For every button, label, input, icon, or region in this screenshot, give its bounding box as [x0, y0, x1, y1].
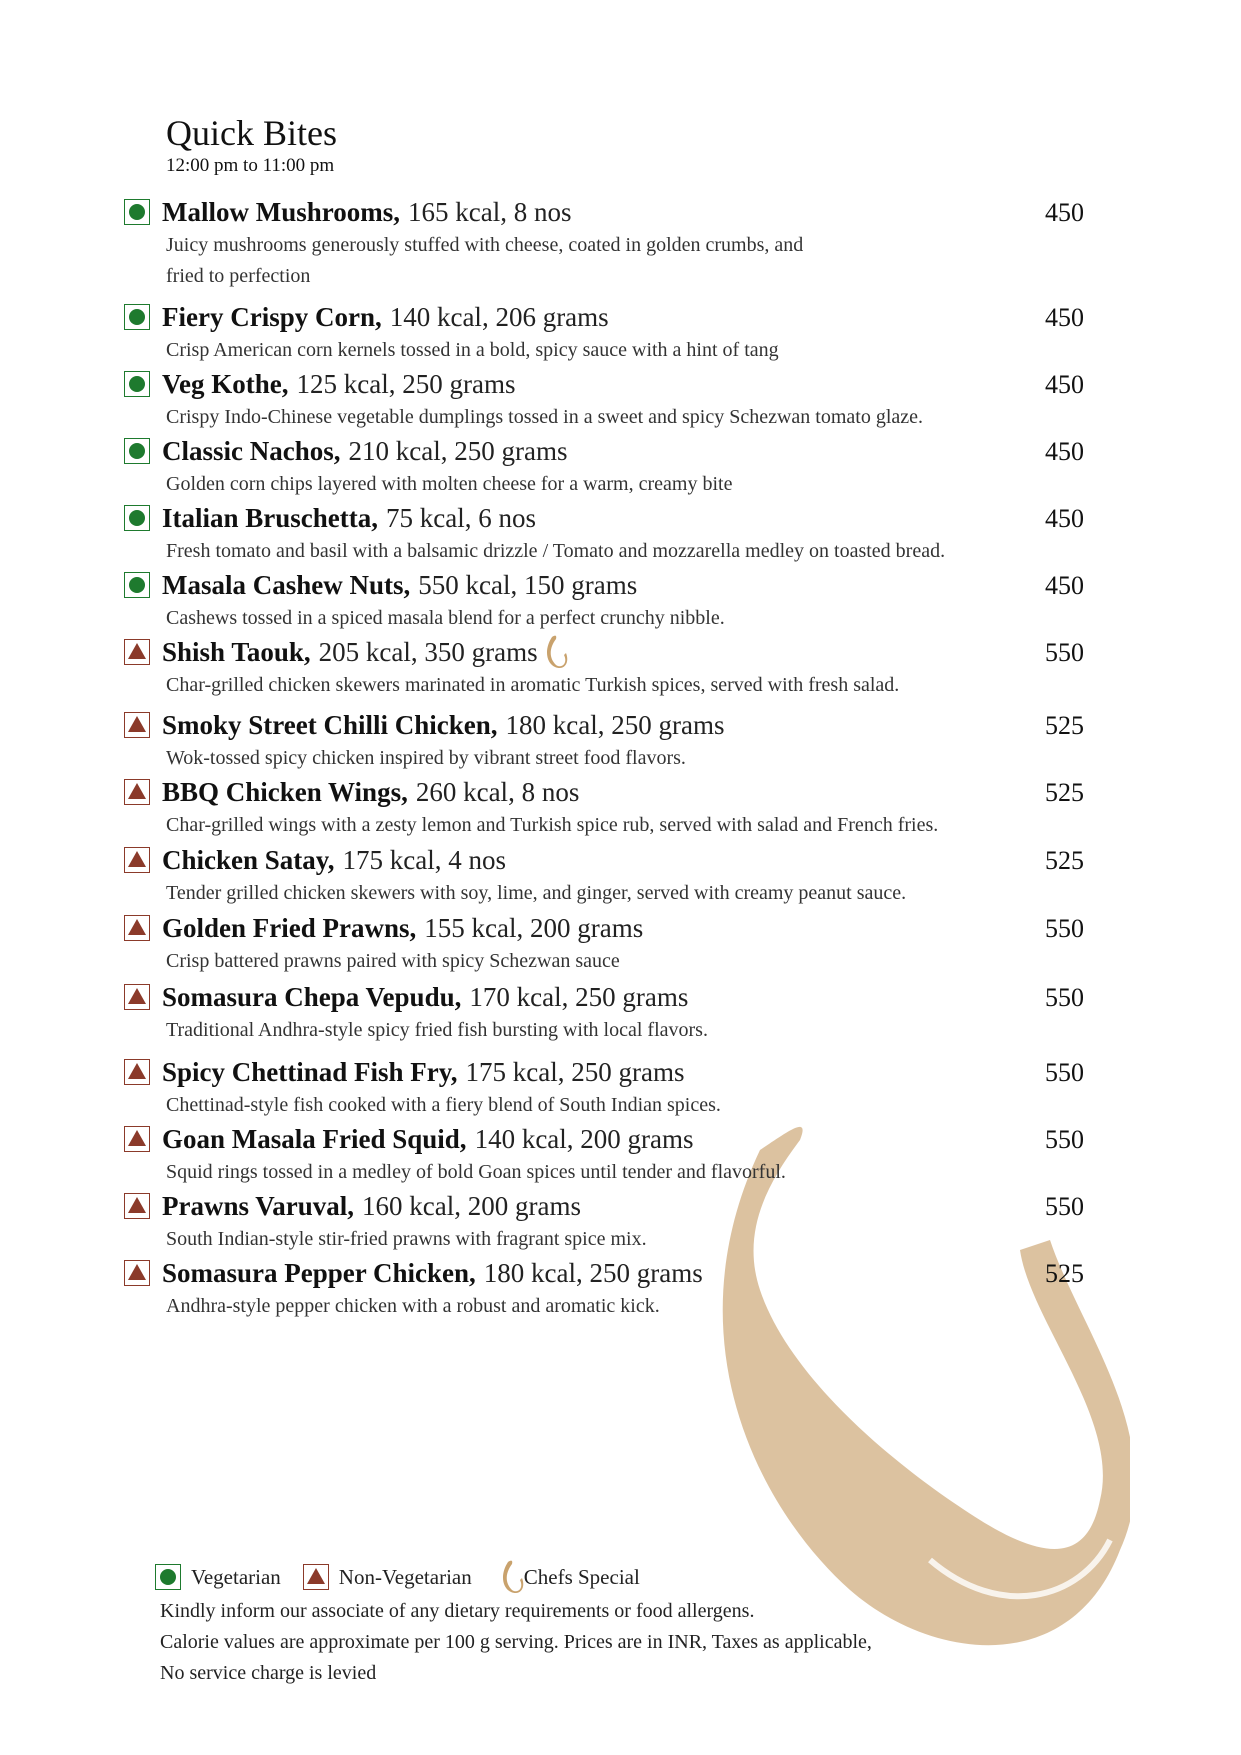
non-veg-marker-icon: [124, 1059, 150, 1085]
non-veg-marker-icon: [124, 847, 150, 873]
menu-item-description: Char-grilled chicken skewers marinated in aromatic Turkish spices, served with fresh salad.: [166, 674, 900, 696]
non-veg-marker-icon: [124, 1193, 150, 1219]
menu-item-description: Squid rings tossed in a medley of bold Goan spices until tender and flavorful.: [166, 1161, 786, 1183]
menu-item-price: 450: [1045, 571, 1084, 600]
non-veg-marker-icon: [124, 712, 150, 738]
chef-special-icon: [546, 635, 568, 669]
menu-item-meta: 550 kcal, 150 grams: [418, 569, 638, 600]
menu-item-name: Chicken Satay,: [162, 844, 335, 875]
note-calories: Calorie values are approximate per 100 g serving. Prices are in INR, Taxes as applicable,: [160, 1631, 872, 1653]
menu-item-header: [124, 500, 1084, 536]
veg-marker-icon: [124, 199, 150, 225]
non-veg-marker-icon: [124, 1126, 150, 1152]
menu-item-description: Wok-tossed spicy chicken inspired by vibrant street food flavors.: [166, 747, 686, 769]
menu-item-price: 550: [1045, 914, 1084, 943]
menu-item-meta: 125 kcal, 250 grams: [296, 368, 516, 399]
menu-item-meta: 260 kcal, 8 nos: [415, 776, 580, 807]
menu-item: [124, 567, 1084, 634]
menu-item: [124, 979, 1084, 1046]
menu-item-header: [124, 842, 1084, 878]
non-veg-marker-icon: [124, 1260, 150, 1286]
menu-item-description: Cashews tossed in a spiced masala blend for a perfect crunchy nibble.: [166, 607, 725, 629]
menu-item-header: [124, 1255, 1084, 1291]
menu-item-meta: 75 kcal, 6 nos: [386, 502, 536, 533]
menu-item-header: [124, 299, 1084, 335]
menu-item-description: Tender grilled chicken skewers with soy, lime, and ginger, served with creamy peanut sauce.: [166, 882, 907, 904]
menu-item-price: 450: [1045, 370, 1084, 399]
menu-item-price: 550: [1045, 1125, 1084, 1154]
menu-item-meta: 210 kcal, 250 grams: [348, 435, 568, 466]
menu-item-meta: 155 kcal, 200 grams: [424, 912, 644, 943]
veg-marker-icon: [124, 505, 150, 531]
menu-item-name: BBQ Chicken Wings,: [162, 776, 408, 807]
menu-item-header: [124, 567, 1084, 603]
menu-item-meta: 175 kcal, 4 nos: [342, 844, 507, 875]
menu-item-description: Traditional Andhra-style spicy fried fish bursting with local flavors.: [166, 1019, 708, 1041]
menu-item-price: 525: [1045, 711, 1084, 740]
menu-item: [124, 194, 1084, 292]
menu-item-price: 550: [1045, 983, 1084, 1012]
menu-item-header: [124, 774, 1084, 810]
menu-item-name: Somasura Chepa Vepudu,: [162, 981, 462, 1012]
menu-item-name: Shish Taouk,: [162, 636, 311, 667]
menu-item-name: Veg Kothe,: [162, 368, 289, 399]
menu-item-header: [124, 979, 1084, 1015]
menu-item-description: Crispy Indo-Chinese vegetable dumplings tossed in a sweet and spicy Schezwan tomato glaze.: [166, 406, 924, 428]
menu-item-name: Goan Masala Fried Squid,: [162, 1123, 467, 1154]
menu-item-name: Italian Bruschetta,: [162, 502, 378, 533]
menu-item-name: Classic Nachos,: [162, 435, 341, 466]
menu-item-description: Fresh tomato and basil with a balsamic drizzle / Tomato and mozzarella medley on toasted bread.: [166, 540, 946, 562]
menu-item: [124, 842, 1084, 909]
section-title: Quick Bites: [166, 113, 337, 153]
menu-item-name: Masala Cashew Nuts,: [162, 569, 411, 600]
legend-veg-label: Vegetarian: [191, 1564, 281, 1589]
menu-item: [124, 500, 1084, 567]
legend-non-veg-label: Non-Vegetarian: [338, 1564, 472, 1589]
menu-item-price: 525: [1045, 778, 1084, 807]
menu-item-header: [124, 707, 1084, 743]
veg-marker-icon: [124, 438, 150, 464]
non-veg-marker-icon: [124, 915, 150, 941]
note-allergens: Kindly inform our associate of any dietary requirements or food allergens.: [160, 1600, 755, 1622]
menu-item-description: Crisp battered prawns paired with spicy Schezwan sauce: [166, 950, 620, 972]
menu-item-price: 525: [1045, 846, 1084, 875]
menu-item-header: [124, 1054, 1084, 1090]
menu-item-meta: 140 kcal, 200 grams: [474, 1123, 694, 1154]
menu-item-price: 525: [1045, 1259, 1084, 1288]
menu-item: [124, 1054, 1084, 1121]
menu-item-description: South Indian-style stir-fried prawns with fragrant spice mix.: [166, 1228, 647, 1250]
menu-item-header: [124, 910, 1084, 946]
menu-item: [124, 774, 1084, 841]
veg-marker-icon: [124, 572, 150, 598]
menu-item-meta: 180 kcal, 250 grams: [483, 1257, 703, 1288]
section-hours: 12:00 pm to 11:00 pm: [166, 155, 335, 176]
menu-item: [124, 1188, 1084, 1255]
veg-marker-icon: [155, 1564, 181, 1590]
menu-item-meta: 175 kcal, 250 grams: [465, 1056, 685, 1087]
menu-item-price: 450: [1045, 504, 1084, 533]
menu-item-description: Crisp American corn kernels tossed in a bold, spicy sauce with a hint of tang: [166, 339, 779, 361]
menu-item-description: Golden corn chips layered with molten cheese for a warm, creamy bite: [166, 473, 733, 495]
menu-item-header: [124, 634, 1084, 670]
menu-item: [124, 1255, 1084, 1322]
menu-item-meta: 140 kcal, 206 grams: [389, 301, 609, 332]
menu-item: [124, 707, 1084, 774]
menu-item-header: [124, 433, 1084, 469]
menu-item-meta: 165 kcal, 8 nos: [408, 196, 572, 227]
menu-item-description: Juicy mushrooms generously stuffed with cheese, coated in golden crumbs, and fried to perfection: [166, 234, 804, 287]
non-veg-marker-icon: [124, 779, 150, 805]
menu-item-name: Smoky Street Chilli Chicken,: [162, 709, 498, 740]
menu-item-price: 550: [1045, 1192, 1084, 1221]
menu-item-header: [124, 1121, 1084, 1157]
menu-item-name: Spicy Chettinad Fish Fry,: [162, 1056, 458, 1087]
menu-item-description: Char-grilled wings with a zesty lemon and Turkish spice rub, served with salad and French fries.: [166, 814, 939, 836]
veg-marker-icon: [124, 304, 150, 330]
menu-item-meta: 205 kcal, 350 grams: [318, 636, 538, 667]
footer-notes: [160, 1596, 872, 1689]
menu-item-price: 450: [1045, 303, 1084, 332]
note-service-charge: No service charge is levied: [160, 1662, 377, 1684]
menu-item: [124, 433, 1084, 500]
section-header: [166, 113, 337, 177]
menu-item-price: 450: [1045, 437, 1084, 466]
non-veg-marker-icon: [124, 639, 150, 665]
menu-item-header: [124, 194, 1084, 230]
menu-item-meta: 160 kcal, 200 grams: [362, 1190, 581, 1221]
veg-marker-icon: [124, 371, 150, 397]
menu-item-description: Andhra-style pepper chicken with a robust and aromatic kick.: [166, 1295, 660, 1317]
menu-item-meta: 170 kcal, 250 grams: [469, 981, 689, 1012]
menu-item-header: [124, 366, 1084, 402]
legend: [155, 1560, 662, 1594]
menu-item-name: Fiery Crispy Corn,: [162, 301, 382, 332]
menu-item-name: Mallow Mushrooms,: [162, 196, 401, 227]
menu-item: [124, 910, 1084, 977]
non-veg-marker-icon: [303, 1564, 329, 1590]
menu-item-description: Chettinad-style fish cooked with a fiery blend of South Indian spices.: [166, 1094, 721, 1116]
menu-item-price: 550: [1045, 1058, 1084, 1087]
menu-item-price: 450: [1045, 198, 1084, 227]
menu-item: [124, 1121, 1084, 1188]
menu-item-name: Golden Fried Prawns,: [162, 912, 417, 943]
legend-chef-special-label: Chefs Special: [523, 1564, 640, 1589]
menu-item-name: Somasura Pepper Chicken,: [162, 1257, 476, 1288]
menu-item: [124, 634, 1084, 701]
menu-item: [124, 366, 1084, 433]
chef-special-icon: [502, 1560, 524, 1594]
menu-item-meta: 180 kcal, 250 grams: [505, 709, 725, 740]
menu-item-header: [124, 1188, 1084, 1224]
menu-item: [124, 299, 1084, 366]
non-veg-marker-icon: [124, 984, 150, 1010]
menu-item-name: Prawns Varuval,: [162, 1190, 355, 1221]
menu-item-price: 550: [1045, 638, 1084, 667]
